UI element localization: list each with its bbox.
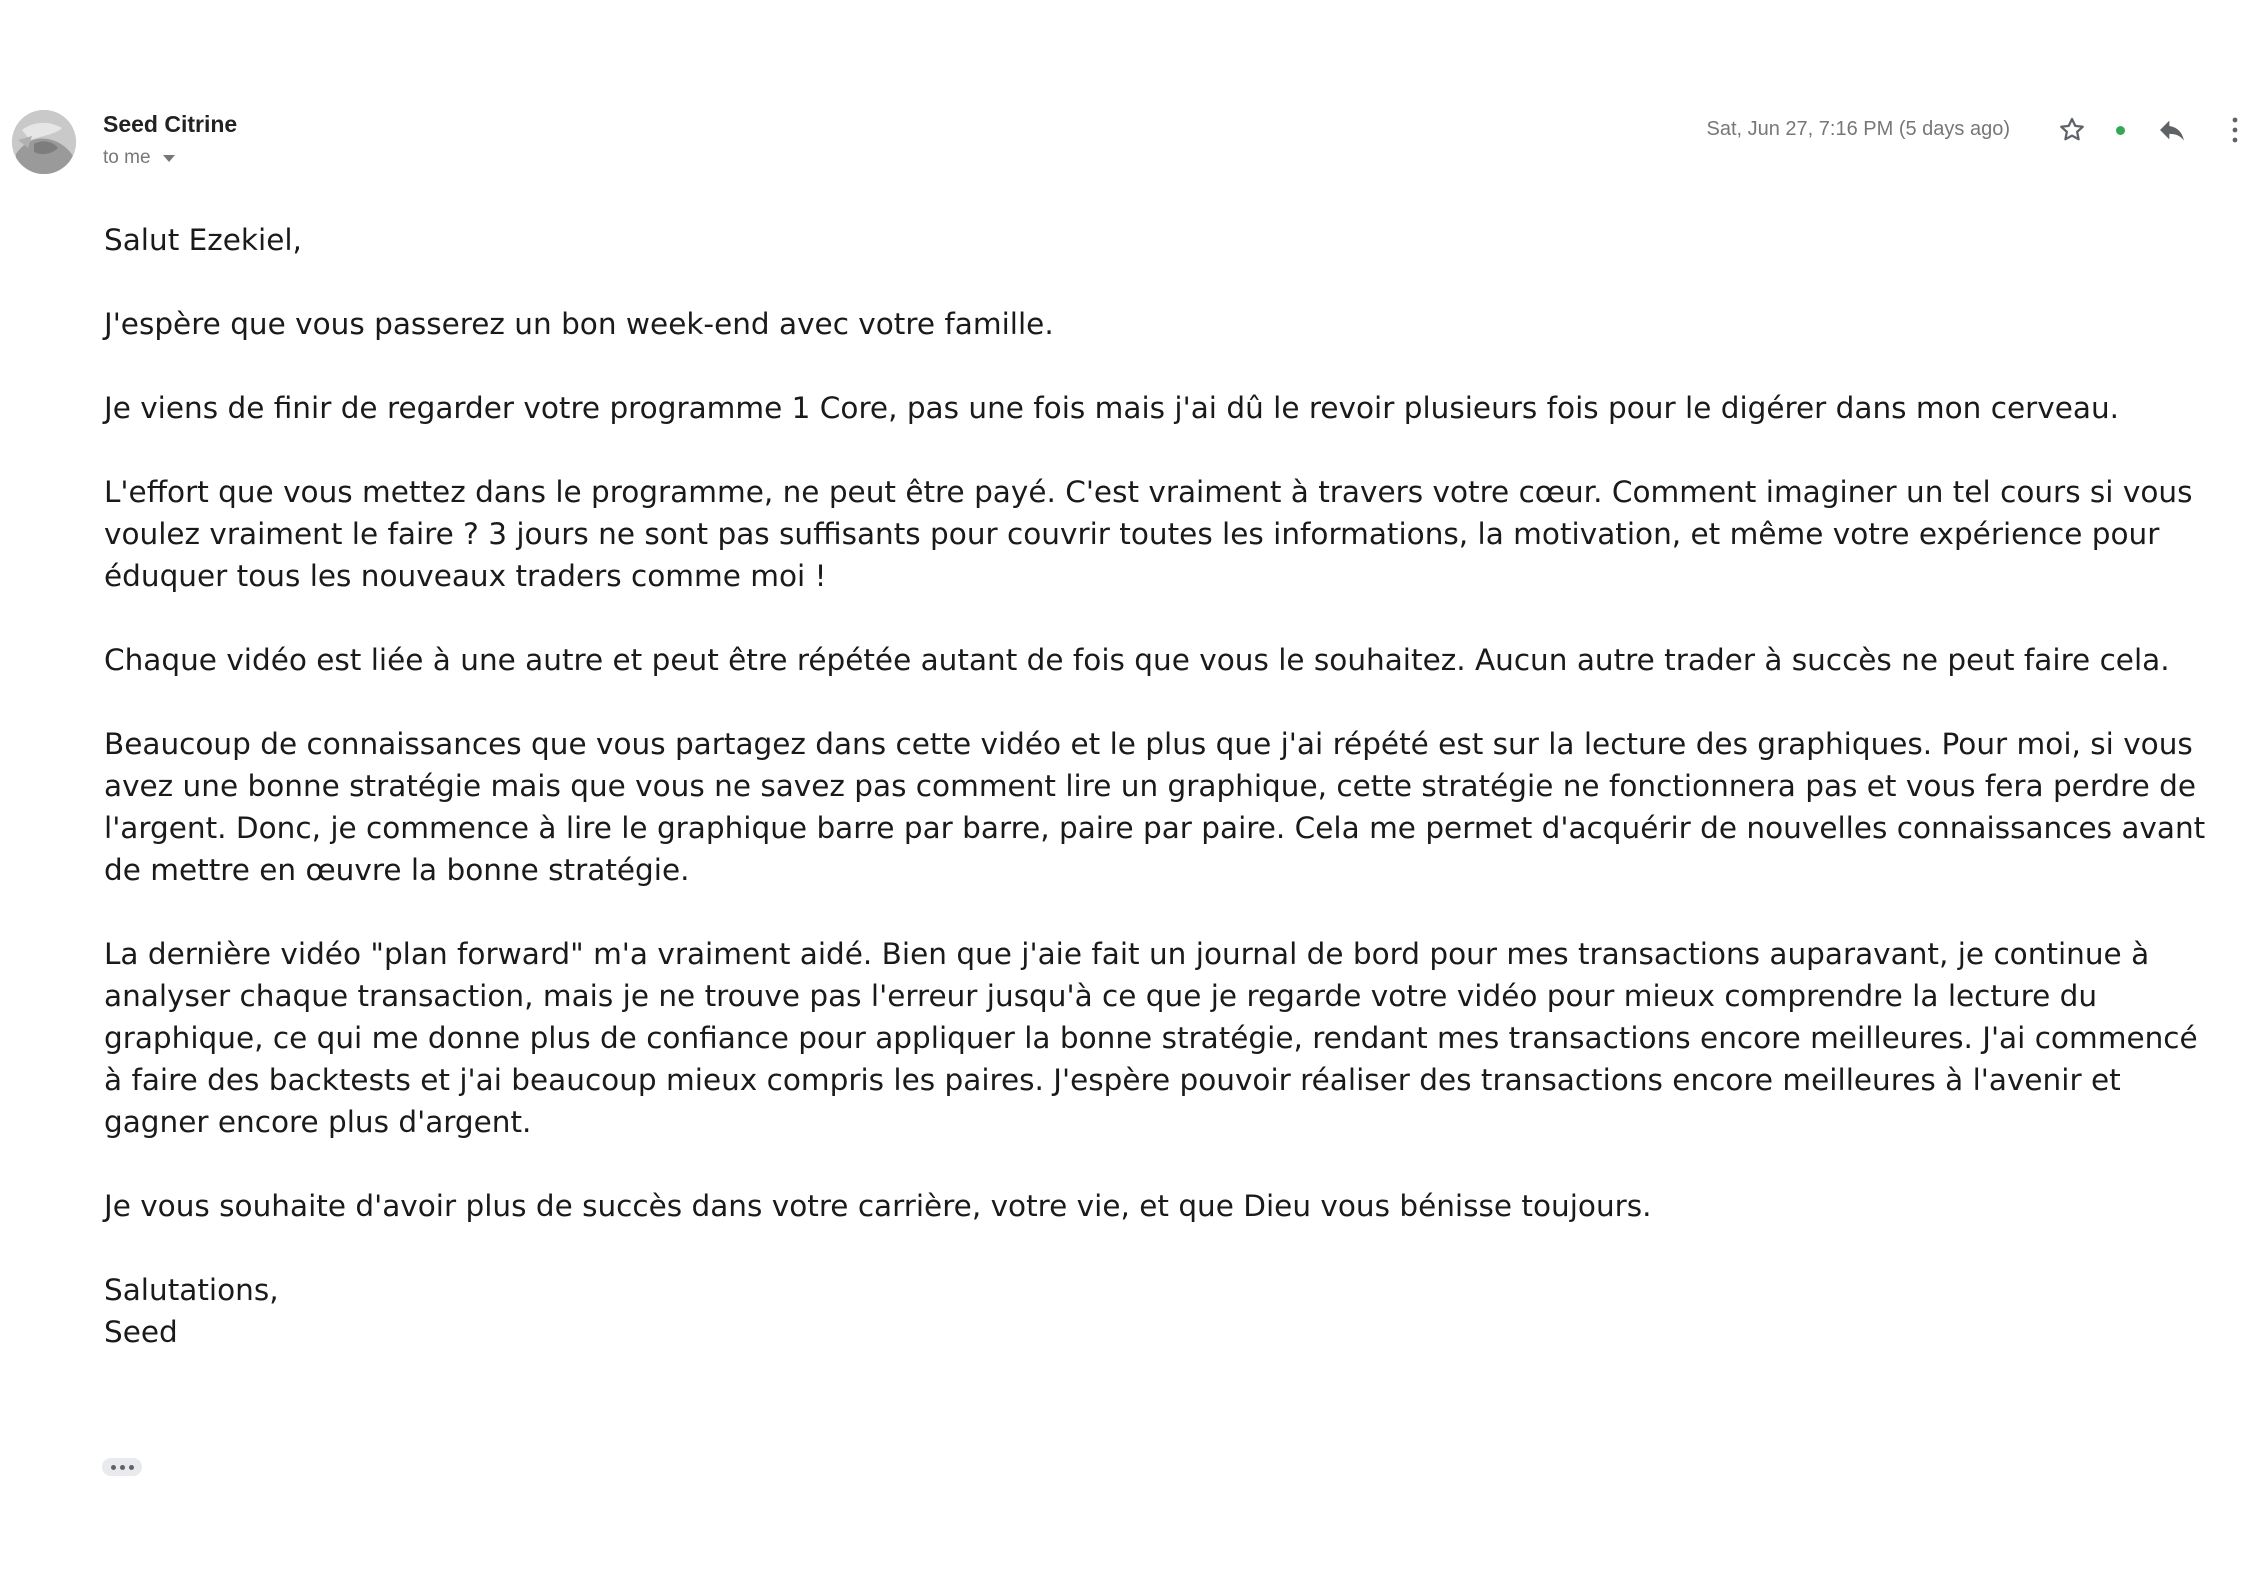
show-trimmed-content-icon [111, 1465, 116, 1470]
body-paragraph: Je vous souhaite d'avoir plus de succès dans votre carrière, votre vie, et que Dieu vous bénisse toujours. [104, 1189, 1652, 1223]
chevron-down-icon [163, 155, 175, 162]
recipient-label: to me [103, 147, 151, 168]
body-paragraph: J'espère que vous passerez un bon week-end avec votre famille. [104, 307, 1054, 341]
body-paragraph: L'effort que vous mettez dans le programme, ne peut être payé. C'est vraiment à travers votre cœur. Comment imaginer un tel cours si vous voulez vraiment le faire ? 3 jours ne sont pas suffisants pour couvrir toutes les informations, la motivation, et même votre expérience pour éduquer tous les nouveaux traders comme moi ! [104, 475, 2193, 593]
body-paragraph: Chaque vidéo est liée à une autre et peut être répétée autant de fois que vous le souhaitez. Aucun autre trader à succès ne peut faire cela. [104, 643, 2170, 677]
avatar[interactable] [12, 110, 76, 174]
more-vertical-icon [2231, 115, 2239, 145]
signature: Seed [104, 1315, 178, 1349]
reply-icon [2156, 114, 2188, 146]
body-paragraph: Je viens de finir de regarder votre programme 1 Core, pas une fois mais j'ai dû le revoir plusieurs fois pour le digérer dans mon cerveau. [104, 391, 2120, 425]
presence-indicator [2113, 112, 2127, 148]
closing: Salutations, [104, 1273, 279, 1307]
star-icon [2057, 115, 2087, 145]
message-body [104, 219, 2224, 1353]
star-button[interactable] [2054, 112, 2090, 148]
online-dot-icon [2116, 126, 2125, 135]
body-paragraph: Beaucoup de connaissances que vous partagez dans cette vidéo et le plus que j'ai répété est sur la lecture des graphiques. Pour moi, si vous avez une bonne stratégie mais que vous ne savez pas comment lire un graphique, cette stratégie ne fonctionnera pas et vous fera perdre de l'argent. Donc, je commence à lire le graphique barre par barre, paire par paire. Cela me permet d'acquérir de nouvelles connaissances avant de mettre en œuvre la bonne stratégie. [104, 727, 2206, 887]
avatar-image [12, 110, 76, 174]
ellipsis-dot [120, 1465, 125, 1470]
ellipsis-dot [129, 1465, 134, 1470]
reply-button[interactable] [2154, 112, 2190, 148]
show-trimmed-content-button[interactable] [102, 1458, 142, 1476]
greeting: Salut Ezekiel, [104, 223, 302, 257]
message-timestamp: Sat, Jun 27, 7:16 PM (5 days ago) [1706, 118, 2010, 140]
recipient-details-toggle[interactable] [103, 147, 175, 169]
body-paragraph: La dernière vidéo "plan forward" m'a vraiment aidé. Bien que j'aie fait un journal de bord pour mes transactions auparavant, je continue à analyser chaque transaction, mais je ne trouve pas l'erreur jusqu'à ce que je regarde votre vidéo pour mieux comprendre la lecture du graphique, ce qui me donne plus de confiance pour appliquer la bonne stratégie, rendant mes transactions encore meilleures. J'ai commencé à faire des backtests et j'ai beaucoup mieux compris les paires. J'espère pouvoir réaliser des transactions encore meilleures à l'avenir et gagner encore plus d'argent. [104, 937, 2198, 1139]
sender-name[interactable]: Seed Citrine [103, 111, 238, 137]
more-options-button[interactable] [2225, 112, 2245, 148]
